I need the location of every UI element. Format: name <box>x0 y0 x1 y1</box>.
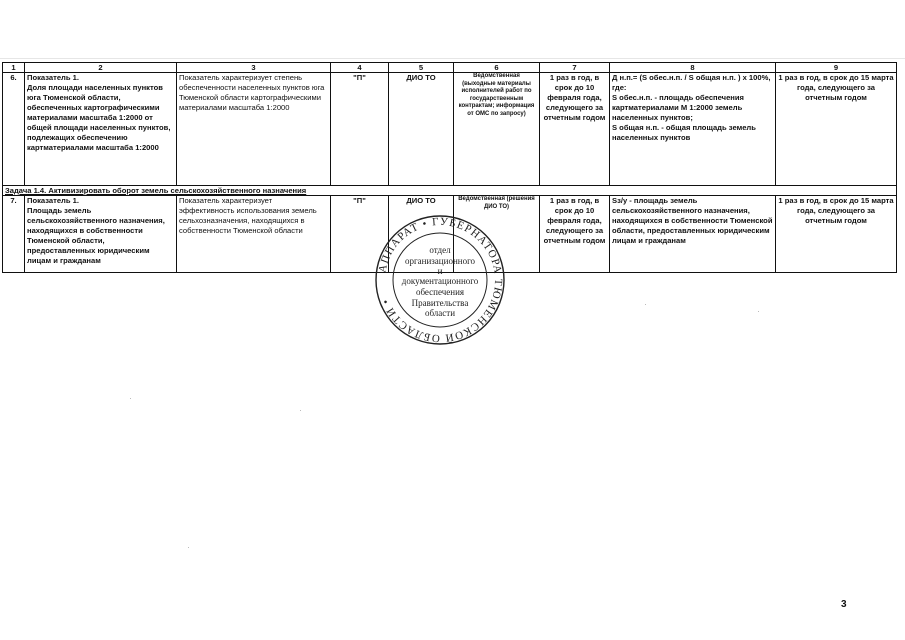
formula-cell: Д н.п.= (S обес.н.п. / S общая н.п. ) х 100%, где: S обес.н.п. - площадь обеспечения картматериалами М 1:2000 земель населенных пунктов; S общая н.п. - общая площадь земель населенных пунктов <box>610 73 776 186</box>
col-num-4: 4 <box>331 63 389 73</box>
stamp-line: документационного <box>401 276 479 286</box>
characteristic-cell: Показатель характеризует степень обеспеченности населенных пунктов юга Тюменской области картографическими материалами масштаба 1:2000 <box>177 73 331 186</box>
source-cell: Ведомственная (выходные материалы исполнителей работ по государственным контрактам; информация от ОМС по запросу) <box>454 73 540 186</box>
deadline-cell: 1 раз в год, в срок до 15 марта года, следующего за отчетным годом <box>776 73 897 186</box>
stamp-line: отдел <box>429 245 451 255</box>
col-num-1: 1 <box>3 63 25 73</box>
column-number-row <box>3 63 897 73</box>
stamp-ring-text: АППАРАТ • ГУБЕРНАТОРА ТЮМЕНСКОЙ ОБЛАСТИ • <box>376 215 505 345</box>
task-heading-row <box>3 186 897 196</box>
row-number: 6. <box>3 73 25 186</box>
unit-cell: "П" <box>331 196 389 273</box>
source-cell: Ведомственная (решения ДИО ТО) <box>454 196 540 273</box>
col-num-9: 9 <box>776 63 897 73</box>
deadline-cell: 1 раз в год, в срок до 15 марта года, следующего за отчетным годом <box>776 196 897 273</box>
indicator-cell: Показатель 1. Доля площади населенных пунктов юга Тюменской области, обеспеченных картографическими материалами масштаба 1:2000 от общей площади населенных пунктов, подлежащих обеспечению картматериалами масштаба 1:2000 <box>25 73 177 186</box>
col-num-6: 6 <box>454 63 540 73</box>
frequency-cell: 1 раз в год, в срок до 10 февраля года, следующего за отчетным годом <box>540 73 610 186</box>
stamp-line: организационного <box>404 256 476 266</box>
col-num-2: 2 <box>25 63 177 73</box>
col-num-3: 3 <box>177 63 331 73</box>
scan-speck <box>758 311 759 312</box>
table-row <box>3 73 897 186</box>
scan-speck <box>300 410 301 411</box>
col-num-5: 5 <box>389 63 454 73</box>
stamp-line: области <box>424 308 456 318</box>
stamp-line: и <box>437 266 443 276</box>
page-number: 3 <box>841 599 847 610</box>
formula-cell: Sз/у - площадь земель сельскохозяйственного назначения, находящихся в собственности Тюменской области, предоставленных юридическим лицам и гражданам <box>610 196 776 273</box>
stamp-line: обеспечения <box>415 287 465 297</box>
scan-speck <box>188 547 189 548</box>
scan-speck <box>130 398 131 399</box>
task-heading: Задача 1.4. Активизировать оборот земель сельскохозяйственного назначения <box>3 186 897 196</box>
characteristic-cell: Показатель характеризует эффективность использования земель сельхозназначения, находящихся в собственности Тюменской области <box>177 196 331 273</box>
frequency-cell: 1 раз в год, в срок до 10 февраля года, следующего за отчетным годом <box>540 196 610 273</box>
indicator-cell: Показатель 1. Площадь земель сельскохозяйственного назначения, находящихся в собственности Тюменской области, предоставленных юридическим лицам и гражданам <box>25 196 177 273</box>
row-number: 7. <box>3 196 25 273</box>
responsible-cell: ДИО ТО <box>389 196 454 273</box>
unit-cell: "П" <box>331 73 389 186</box>
scan-speck <box>645 304 646 305</box>
stamp-line: Правительства <box>411 298 469 308</box>
col-num-7: 7 <box>540 63 610 73</box>
official-stamp <box>373 213 507 347</box>
col-num-8: 8 <box>610 63 776 73</box>
responsible-cell: ДИО ТО <box>389 73 454 186</box>
scan-edge-line <box>0 58 905 59</box>
